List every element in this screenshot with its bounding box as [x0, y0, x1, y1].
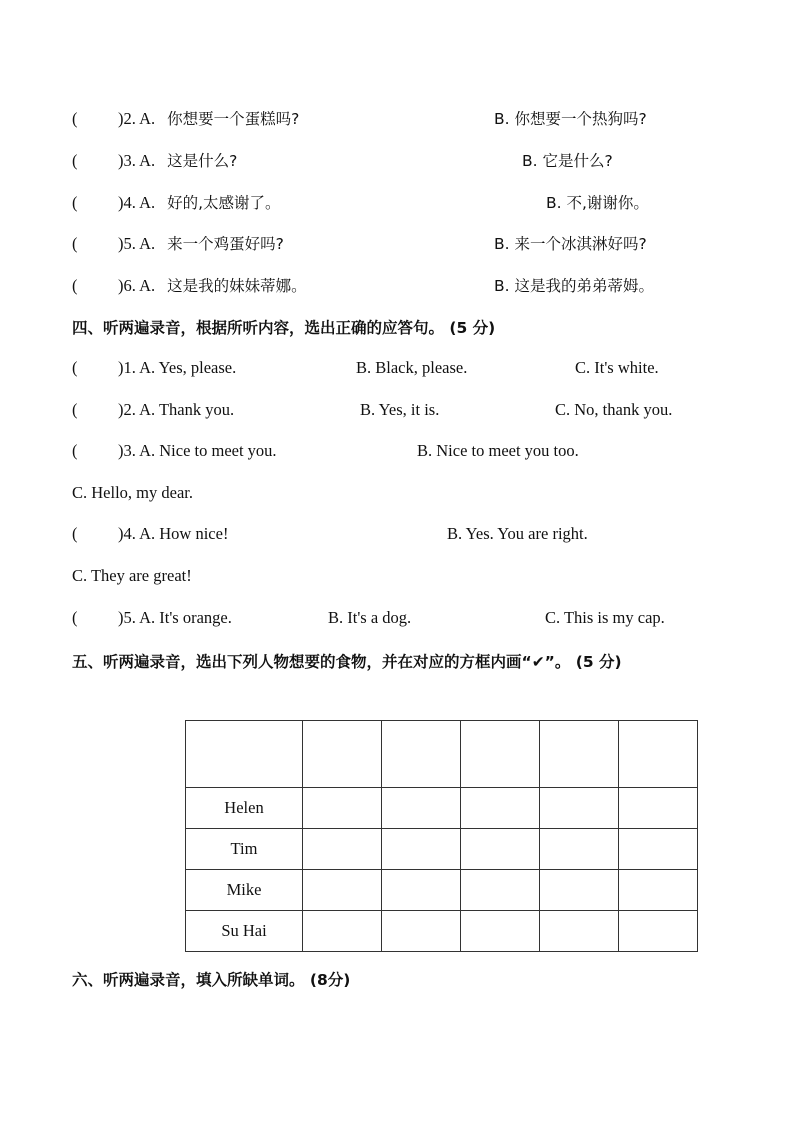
person-name: Tim	[186, 829, 303, 870]
person-name: Mike	[186, 870, 303, 911]
food-choice-table	[185, 720, 698, 952]
answer-paren[interactable]: (	[72, 400, 78, 419]
answer-paren[interactable]: (	[72, 109, 78, 128]
s3-item-5	[72, 232, 284, 254]
food-picture-cell	[619, 721, 698, 788]
s4-q3-option-c: C. Hello, my dear.	[72, 483, 193, 502]
option-a: 好的,太感谢了。	[167, 194, 281, 212]
food-picture-cell	[382, 721, 461, 788]
check-box[interactable]	[461, 870, 540, 911]
person-name: Helen	[186, 788, 303, 829]
check-box[interactable]	[540, 788, 619, 829]
option-a: 来一个鸡蛋好吗?	[167, 235, 284, 253]
s4-q1-option-c: C. It's white.	[575, 358, 659, 377]
table-row	[186, 870, 698, 911]
option-a: )5. A. It's orange.	[118, 608, 232, 627]
s4-q1	[72, 358, 236, 378]
s4-q4-option-c: C. They are great!	[72, 566, 192, 585]
s3-item-4-option-b: B. 不,谢谢你。	[546, 194, 649, 212]
option-a: 你想要一个蛋糕吗?	[167, 110, 300, 128]
option-a: )2. A. Thank you.	[118, 400, 235, 419]
food-picture-cell	[461, 721, 540, 788]
food-picture-cell	[540, 721, 619, 788]
answer-paren[interactable]: (	[72, 524, 78, 543]
option-a: )1. A. Yes, please.	[118, 358, 237, 377]
option-a: )4. A. How nice!	[118, 524, 229, 543]
s3-item-6-option-b: B. 这是我的弟弟蒂姆。	[494, 277, 654, 295]
check-box[interactable]	[303, 911, 382, 952]
check-box[interactable]	[461, 829, 540, 870]
answer-paren[interactable]: (	[72, 608, 78, 627]
s4-q2	[72, 400, 234, 420]
table-row	[186, 788, 698, 829]
table-row	[186, 911, 698, 952]
check-box[interactable]	[540, 829, 619, 870]
s4-q2-option-b: B. Yes, it is.	[360, 400, 440, 419]
option-a: )3. A. Nice to meet you.	[118, 441, 277, 460]
s3-item-3	[72, 149, 237, 171]
section5-heading: 五、听两遍录音，选出下列人物想要的食物，并在对应的方框内画“✔”。 (5 分)	[72, 653, 622, 671]
table-row	[186, 829, 698, 870]
check-box[interactable]	[619, 911, 698, 952]
s3-item-2	[72, 107, 299, 129]
option-a: 这是什么?	[167, 152, 238, 170]
table-header-row	[186, 721, 698, 788]
section4-heading: 四、听两遍录音，根据所听内容，选出正确的应答句。 (5 分)	[72, 319, 496, 337]
s4-q5-option-b: B. It's a dog.	[328, 608, 412, 627]
check-box[interactable]	[619, 870, 698, 911]
check-box[interactable]	[461, 788, 540, 829]
s4-q3	[72, 441, 277, 461]
s3-item-3-option-b: B. 它是什么?	[522, 152, 613, 170]
s3-item-6	[72, 274, 307, 296]
item-number: )4. A.	[118, 193, 156, 212]
check-box[interactable]	[382, 788, 461, 829]
answer-paren[interactable]: (	[72, 193, 78, 212]
answer-paren[interactable]: (	[72, 276, 78, 295]
check-box[interactable]	[382, 829, 461, 870]
section6-heading: 六、听两遍录音，填入所缺单词。 (8分)	[72, 971, 351, 989]
answer-paren[interactable]: (	[72, 234, 78, 253]
check-box[interactable]	[303, 788, 382, 829]
s3-item-2-option-b: B. 你想要一个热狗吗?	[494, 110, 647, 128]
check-box[interactable]	[461, 911, 540, 952]
answer-paren[interactable]: (	[72, 441, 78, 460]
check-box[interactable]	[619, 788, 698, 829]
food-picture-cell	[303, 721, 382, 788]
s4-q4-option-b: B. Yes. You are right.	[447, 524, 588, 543]
item-number: )3. A.	[118, 151, 156, 170]
s4-q1-option-b: B. Black, please.	[356, 358, 468, 377]
person-name: Su Hai	[186, 911, 303, 952]
s4-q3-option-b: B. Nice to meet you too.	[417, 441, 579, 460]
answer-paren[interactable]: (	[72, 151, 78, 170]
s3-item-5-option-b: B. 来一个冰淇淋好吗?	[494, 235, 647, 253]
s4-q2-option-c: C. No, thank you.	[555, 400, 673, 419]
check-box[interactable]	[303, 829, 382, 870]
corner-cell	[186, 721, 303, 788]
answer-paren[interactable]: (	[72, 358, 78, 377]
item-number: )2. A.	[118, 109, 156, 128]
check-box[interactable]	[540, 870, 619, 911]
check-box[interactable]	[540, 911, 619, 952]
option-a: 这是我的妹妹蒂娜。	[167, 277, 307, 295]
s4-q4	[72, 524, 228, 544]
s3-item-4	[72, 191, 281, 213]
item-number: )6. A.	[118, 276, 156, 295]
s4-q5	[72, 608, 232, 628]
check-box[interactable]	[619, 829, 698, 870]
item-number: )5. A.	[118, 234, 156, 253]
check-box[interactable]	[382, 870, 461, 911]
check-box[interactable]	[303, 870, 382, 911]
check-box[interactable]	[382, 911, 461, 952]
s4-q5-option-c: C. This is my cap.	[545, 608, 665, 627]
